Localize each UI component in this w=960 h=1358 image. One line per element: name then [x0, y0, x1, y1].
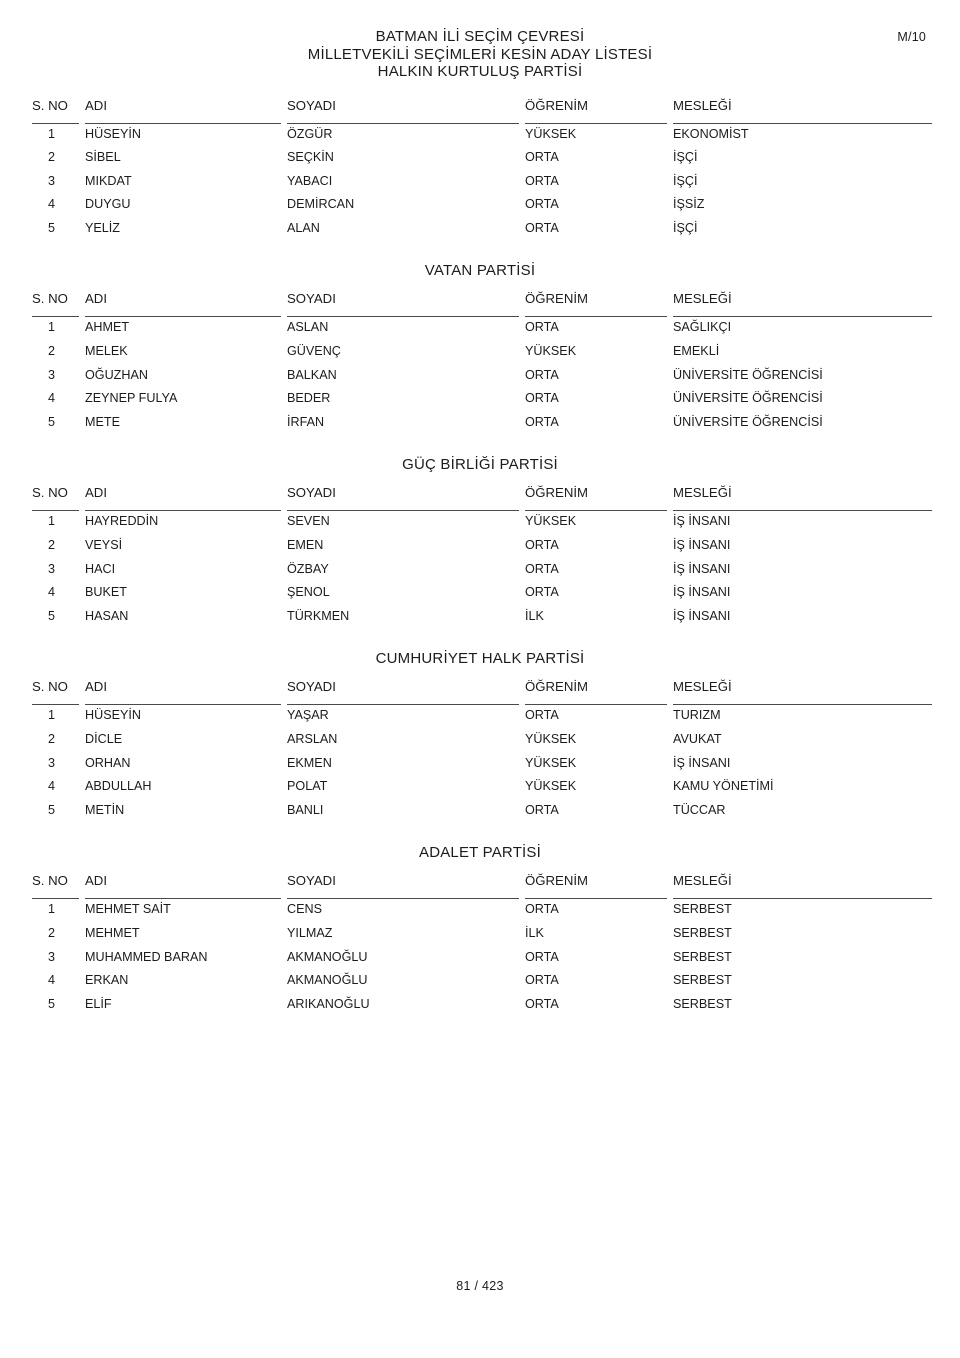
column-header-ogrenim: ÖĞRENİM — [525, 678, 667, 705]
cell-sno: 3 — [47, 949, 55, 964]
cell-soyadi: AKMANOĞLU — [287, 973, 368, 988]
column-header-adi: ADI — [85, 484, 281, 511]
cell-meslegi: ÜNİVERSİTE ÖĞRENCİSİ — [673, 367, 823, 382]
cell-soyadi: AKMANOĞLU — [287, 949, 368, 964]
cell-meslegi: EMEKLİ — [673, 344, 720, 359]
cell-meslegi: ÜNİVERSİTE ÖĞRENCİSİ — [673, 391, 823, 406]
column-header-soyadi: SOYADI — [287, 872, 519, 899]
cell-meslegi: KAMU YÖNETİMİ — [673, 779, 774, 794]
cell-ogrenim: ORTA — [525, 973, 559, 988]
cell-ogrenim: ORTA — [525, 414, 559, 429]
document-title — [0, 0, 960, 81]
cell-meslegi: SERBEST — [673, 949, 732, 964]
cell-adi: HÜSEYİN — [85, 126, 141, 141]
cell-soyadi: ŞENOL — [287, 585, 330, 600]
cell-soyadi: ARIKANOĞLU — [287, 996, 370, 1011]
column-header-meslegi: MESLEĞİ — [673, 290, 932, 317]
cell-sno: 4 — [47, 973, 55, 988]
cell-soyadi: BEDER — [287, 391, 331, 406]
cell-sno: 5 — [47, 220, 55, 235]
candidate-table — [32, 97, 932, 242]
cell-sno: 5 — [47, 608, 55, 623]
column-header-soyadi: SOYADI — [287, 678, 519, 705]
column-header-adi: ADI — [85, 678, 281, 705]
party-heading: ADALET PARTİSİ — [418, 844, 541, 862]
cell-ogrenim: ORTA — [525, 173, 559, 188]
cell-soyadi: ÖZBAY — [287, 561, 329, 576]
cell-ogrenim: ORTA — [525, 585, 559, 600]
cell-adi: MIKDAT — [85, 173, 132, 188]
cell-adi: METİN — [85, 802, 125, 817]
candidate-table — [32, 872, 932, 1017]
cell-adi: METE — [85, 414, 120, 429]
cell-ogrenim: ORTA — [525, 391, 559, 406]
cell-soyadi: GÜVENÇ — [287, 344, 341, 359]
cell-sno: 1 — [47, 320, 55, 335]
cell-ogrenim: ORTA — [525, 708, 559, 723]
cell-meslegi: İŞ İNSANI — [673, 755, 731, 770]
candidate-table — [32, 678, 932, 823]
cell-ogrenim: YÜKSEK — [525, 126, 577, 141]
cell-adi: DUYGU — [85, 197, 131, 212]
cell-soyadi: CENS — [287, 902, 322, 917]
cell-adi: OĞUZHAN — [85, 367, 148, 382]
party-sections — [0, 97, 960, 1018]
column-header-sno: S. NO — [32, 97, 79, 124]
cell-ogrenim: YÜKSEK — [525, 755, 577, 770]
cell-ogrenim: ORTA — [525, 996, 559, 1011]
cell-ogrenim: ORTA — [525, 949, 559, 964]
cell-sno: 5 — [47, 802, 55, 817]
column-header-ogrenim: ÖĞRENİM — [525, 872, 667, 899]
cell-meslegi: İŞ İNSANI — [673, 514, 731, 529]
column-header-ogrenim: ÖĞRENİM — [525, 290, 667, 317]
cell-adi: BUKET — [85, 585, 127, 600]
cell-soyadi: YAŞAR — [287, 708, 329, 723]
column-header-adi: ADI — [85, 97, 281, 124]
cell-meslegi: İŞÇİ — [673, 220, 698, 235]
cell-sno: 3 — [47, 367, 55, 382]
cell-sno: 1 — [47, 514, 55, 529]
column-header-soyadi: SOYADI — [287, 484, 519, 511]
cell-meslegi: SERBEST — [673, 902, 732, 917]
cell-soyadi: EKMEN — [287, 755, 332, 770]
cell-sno: 4 — [47, 779, 55, 794]
column-header-adi: ADI — [85, 872, 281, 899]
cell-meslegi: TÜCCAR — [673, 802, 726, 817]
cell-adi: MUHAMMED BARAN — [85, 949, 208, 964]
cell-sno: 2 — [47, 344, 55, 359]
cell-ogrenim: ORTA — [525, 150, 559, 165]
cell-meslegi: SERBEST — [673, 996, 732, 1011]
cell-soyadi: SEVEN — [287, 514, 330, 529]
cell-ogrenim: ORTA — [525, 197, 559, 212]
cell-ogrenim: YÜKSEK — [525, 732, 577, 746]
cell-meslegi: SAĞLIKÇI — [673, 320, 732, 335]
column-header-soyadi: SOYADI — [287, 97, 519, 124]
cell-adi: MELEK — [85, 344, 128, 359]
cell-ogrenim: YÜKSEK — [525, 514, 577, 529]
party-heading: VATAN PARTİSİ — [424, 262, 536, 280]
party-heading: GÜÇ BİRLİĞİ PARTİSİ — [402, 456, 558, 474]
cell-sno: 4 — [47, 197, 55, 212]
cell-ogrenim: İLK — [525, 925, 544, 940]
cell-adi: ABDULLAH — [85, 779, 152, 794]
cell-adi: MEHMET — [85, 925, 140, 940]
cell-adi: MEHMET SAİT — [85, 902, 171, 917]
cell-meslegi: SERBEST — [673, 925, 732, 940]
column-header-adi: ADI — [85, 290, 281, 317]
cell-meslegi: İŞ İNSANI — [673, 585, 731, 600]
cell-ogrenim: YÜKSEK — [525, 779, 577, 794]
cell-sno: 3 — [47, 755, 55, 770]
cell-meslegi: SERBEST — [673, 973, 732, 988]
cell-ogrenim: ORTA — [525, 220, 559, 235]
cell-ogrenim: ORTA — [525, 802, 559, 817]
cell-adi: ORHAN — [85, 755, 131, 770]
column-header-sno: S. NO — [32, 290, 79, 317]
cell-adi: ZEYNEP FULYA — [85, 391, 178, 406]
cell-sno: 5 — [47, 414, 55, 429]
cell-sno: 2 — [47, 732, 55, 746]
cell-adi: HAYREDDİN — [85, 514, 159, 529]
cell-ogrenim: ORTA — [525, 538, 559, 553]
cell-adi: AHMET — [85, 320, 130, 335]
cell-adi: YELİZ — [85, 220, 120, 235]
column-header-ogrenim: ÖĞRENİM — [525, 97, 667, 124]
column-header-ogrenim: ÖĞRENİM — [525, 484, 667, 511]
cell-soyadi: BALKAN — [287, 367, 337, 382]
cell-soyadi: ALAN — [287, 220, 320, 235]
cell-ogrenim: ORTA — [525, 367, 559, 382]
title-line-list-name: MİLLETVEKİLİ SEÇİMLERİ KESİN ADAY LİSTESİ — [307, 45, 653, 63]
cell-adi: HASAN — [85, 608, 129, 623]
cell-adi: SİBEL — [85, 150, 121, 165]
column-header-meslegi: MESLEĞİ — [673, 678, 932, 705]
title-line-first-party: HALKIN KURTULUŞ PARTİSİ — [377, 63, 583, 80]
cell-meslegi: AVUKAT — [673, 732, 722, 746]
page-number: 81 / 423 — [456, 1279, 504, 1293]
cell-meslegi: İŞSİZ — [673, 197, 705, 212]
cell-ogrenim: ORTA — [525, 561, 559, 576]
cell-sno: 4 — [47, 585, 55, 600]
cell-adi: DİCLE — [85, 732, 123, 746]
cell-meslegi: İŞ İNSANI — [673, 608, 731, 623]
cell-meslegi: İŞÇİ — [673, 150, 698, 165]
cell-adi: HÜSEYİN — [85, 708, 141, 723]
cell-ogrenim: ORTA — [525, 902, 559, 917]
cell-sno: 4 — [47, 391, 55, 406]
candidate-table — [32, 484, 932, 629]
cell-ogrenim: ORTA — [525, 320, 559, 335]
cell-soyadi: DEMİRCAN — [287, 197, 355, 212]
cell-sno: 5 — [47, 996, 55, 1011]
cell-adi: HACI — [85, 561, 116, 576]
cell-sno: 2 — [47, 925, 55, 940]
cell-soyadi: SEÇKİN — [287, 150, 334, 165]
cell-adi: ELİF — [85, 996, 112, 1011]
cell-soyadi: EMEN — [287, 538, 324, 553]
cell-soyadi: YABACI — [287, 173, 333, 188]
cell-sno: 3 — [47, 561, 55, 576]
cell-soyadi: İRFAN — [287, 414, 325, 429]
cell-ogrenim: YÜKSEK — [525, 344, 577, 359]
cell-soyadi: ÖZGÜR — [287, 126, 333, 141]
cell-sno: 1 — [47, 902, 55, 917]
column-header-sno: S. NO — [32, 678, 79, 705]
cell-sno: 1 — [47, 126, 55, 141]
cell-adi: VEYSİ — [85, 538, 123, 553]
cell-ogrenim: İLK — [525, 608, 544, 623]
cell-meslegi: TURIZM — [673, 708, 721, 723]
column-header-soyadi: SOYADI — [287, 290, 519, 317]
cell-adi: ERKAN — [85, 973, 129, 988]
column-header-sno: S. NO — [32, 872, 79, 899]
cell-soyadi: ASLAN — [287, 320, 329, 335]
cell-soyadi: POLAT — [287, 779, 328, 794]
cell-sno: 3 — [47, 173, 55, 188]
cell-soyadi: YILMAZ — [287, 925, 333, 940]
cell-sno: 2 — [47, 150, 55, 165]
cell-sno: 1 — [47, 708, 55, 723]
cell-soyadi: BANLI — [287, 802, 324, 817]
cell-soyadi: TÜRKMEN — [287, 608, 350, 623]
candidate-table — [32, 290, 932, 435]
column-header-meslegi: MESLEĞİ — [673, 872, 932, 899]
column-header-meslegi: MESLEĞİ — [673, 484, 932, 511]
cell-meslegi: İŞ İNSANI — [673, 561, 731, 576]
cell-meslegi: İŞÇİ — [673, 173, 698, 188]
page-code-label: M/10 — [897, 30, 926, 44]
title-line-district: BATMAN İLİ SEÇİM ÇEVRESİ — [375, 28, 585, 45]
cell-meslegi: ÜNİVERSİTE ÖĞRENCİSİ — [673, 414, 823, 429]
cell-soyadi: ARSLAN — [287, 732, 338, 746]
cell-meslegi: İŞ İNSANI — [673, 538, 731, 553]
cell-sno: 2 — [47, 538, 55, 553]
column-header-sno: S. NO — [32, 484, 79, 511]
cell-meslegi: EKONOMİST — [673, 126, 749, 141]
column-header-meslegi: MESLEĞİ — [673, 97, 932, 124]
party-heading: CUMHURİYET HALK PARTİSİ — [375, 650, 585, 668]
